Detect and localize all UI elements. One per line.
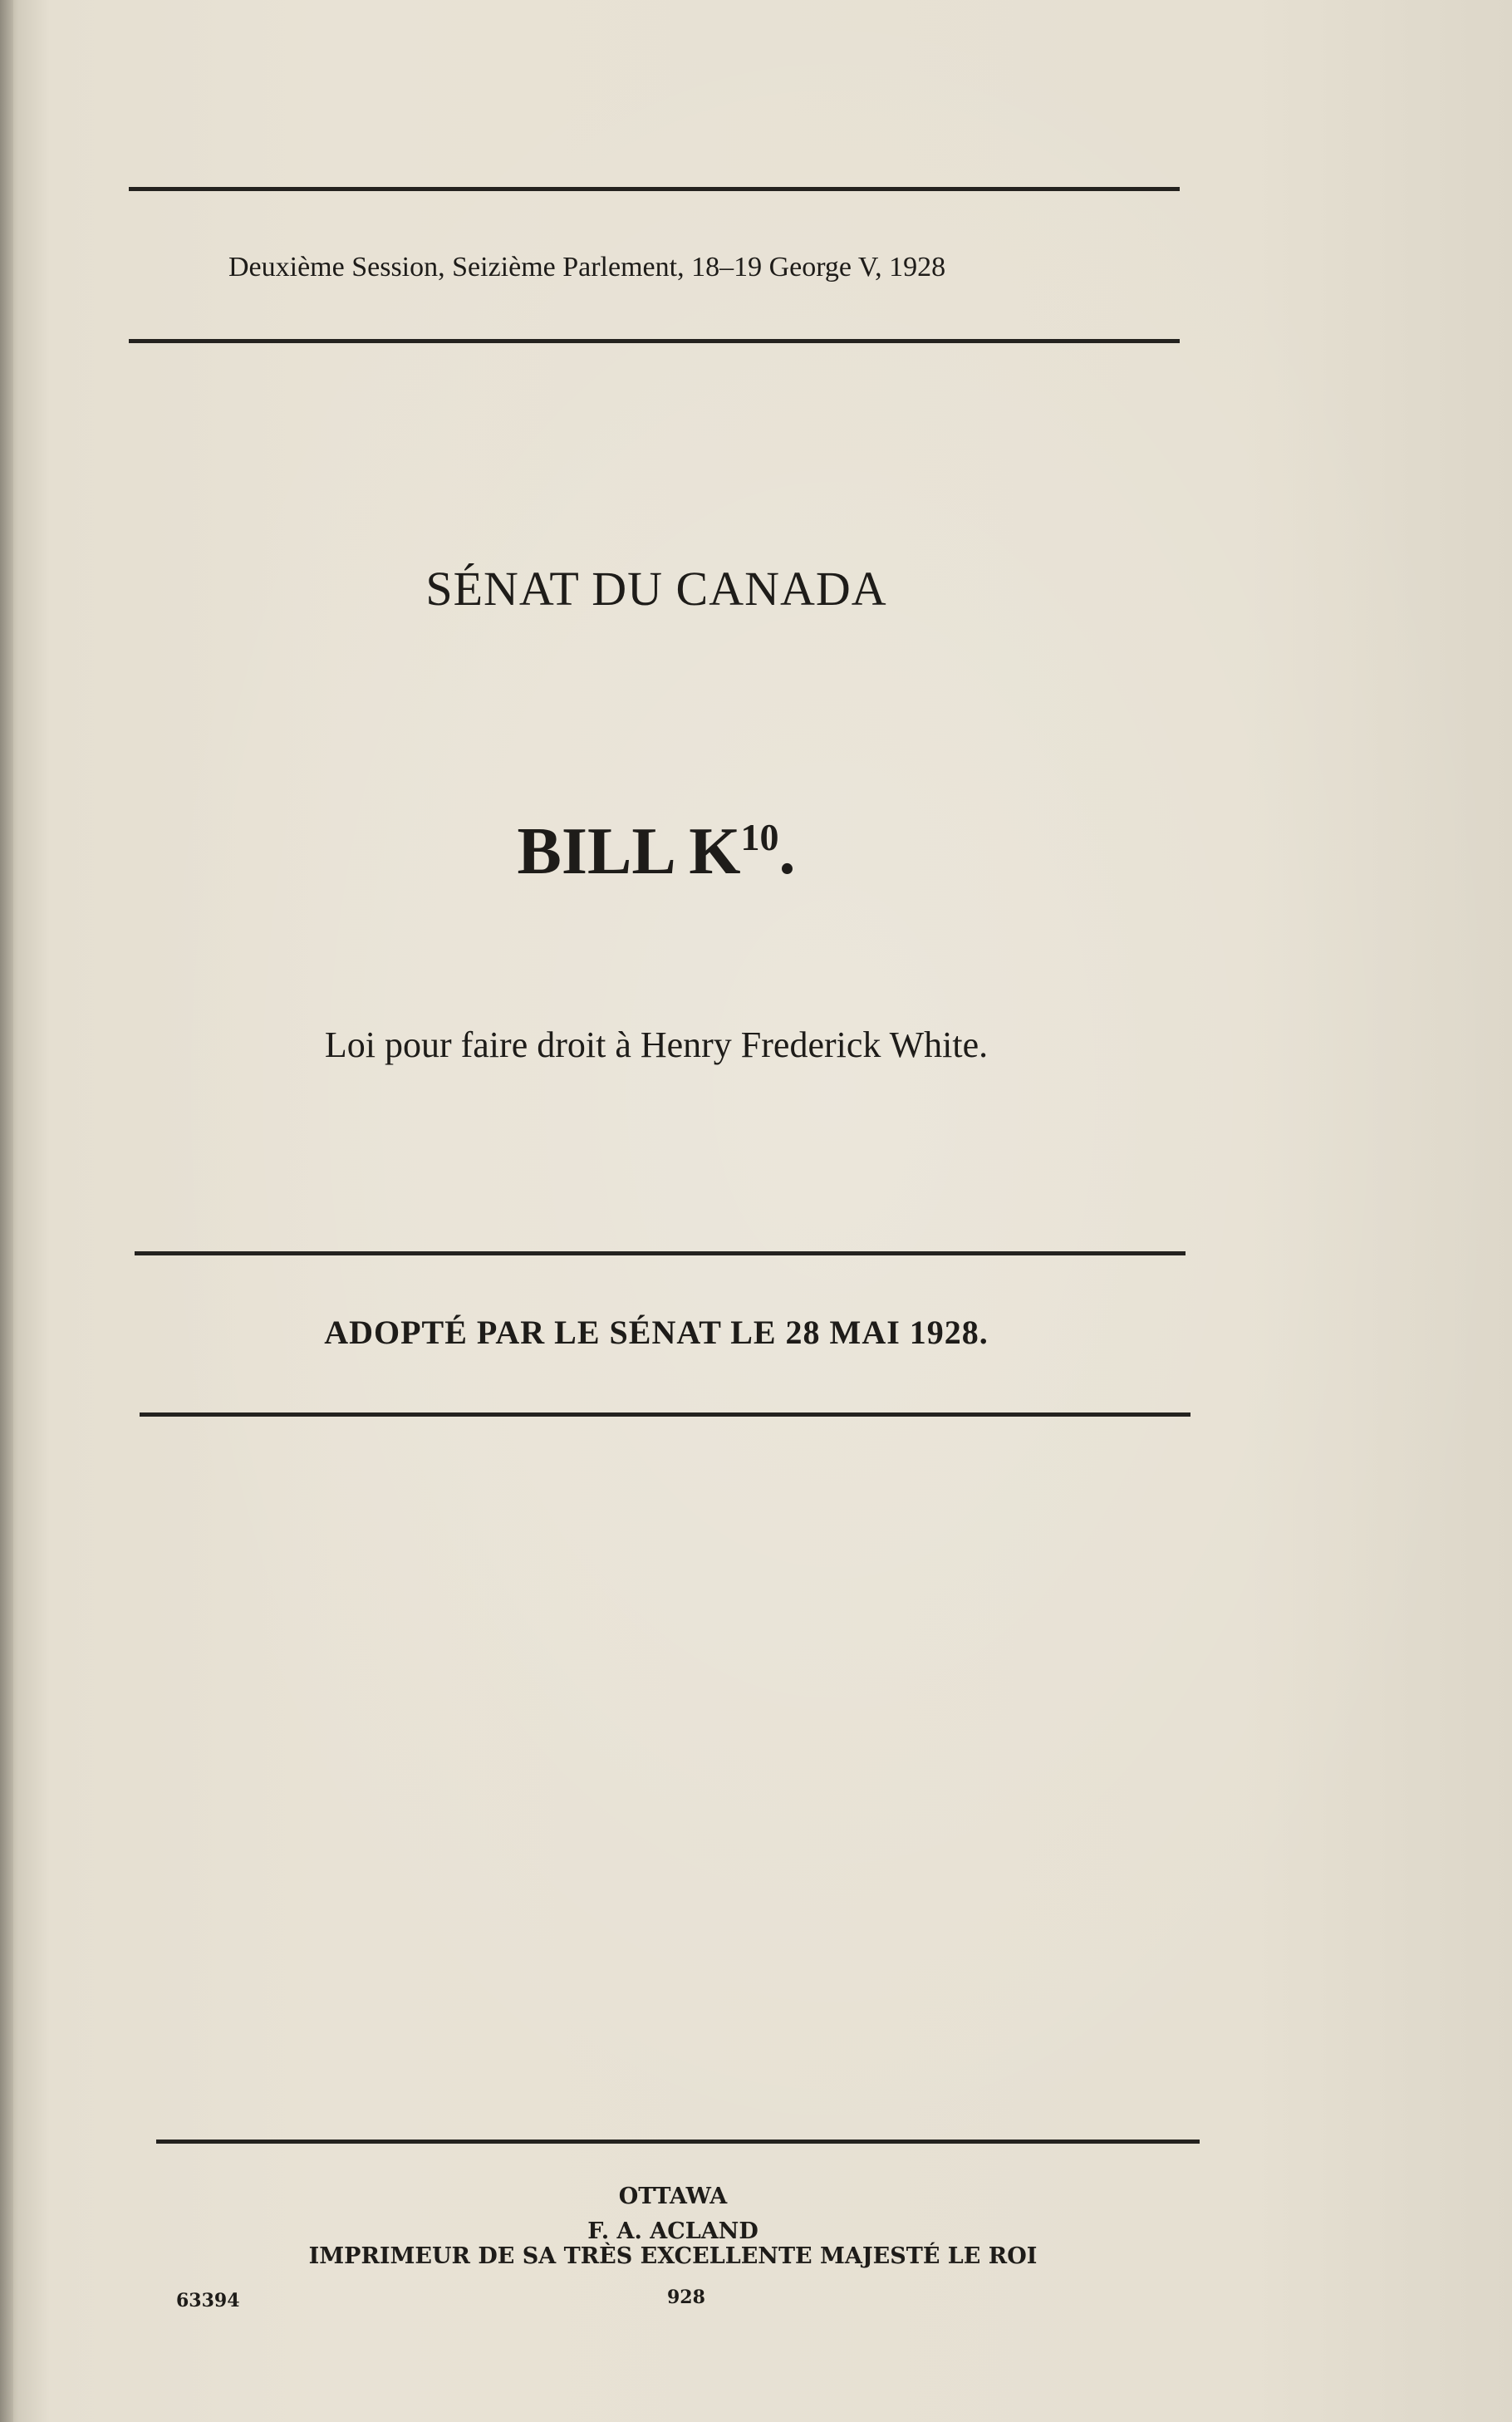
bill-label: BILL K bbox=[517, 815, 741, 888]
imprint-city: OTTAWA bbox=[618, 2184, 728, 2209]
imprint-printer-name: F. A. ACLAND bbox=[587, 2218, 758, 2244]
adoption-top-rule bbox=[135, 1251, 1186, 1255]
adoption-bottom-rule bbox=[140, 1412, 1190, 1417]
bill-description: Loi pour faire droit à Henry Frederick White. bbox=[324, 1024, 989, 1065]
imprint-rule bbox=[156, 2140, 1200, 2144]
adoption-notice: ADOPTÉ PAR LE SÉNAT LE 28 MAI 1928. bbox=[324, 1314, 989, 1351]
bill-superscript: 10 bbox=[740, 816, 779, 858]
session-rule bbox=[129, 339, 1180, 343]
session-line: Deuxième Session, Seizième Parlement, 18–19 George V, 1928 bbox=[228, 252, 946, 282]
bill-number bbox=[0, 814, 1313, 890]
imprint-printer-title: IMPRIMEUR DE SA TRÈS EXCELLENTE MAJESTÉ LE ROI bbox=[308, 2243, 1038, 2269]
page-code: 928 bbox=[667, 2287, 705, 2308]
reference-number: 63394 bbox=[176, 2290, 240, 2311]
page-binding-edge bbox=[0, 0, 13, 2422]
top-rule bbox=[129, 187, 1180, 191]
chamber-title: SÉNAT DU CANADA bbox=[425, 562, 887, 616]
bill-period: . bbox=[778, 815, 796, 888]
